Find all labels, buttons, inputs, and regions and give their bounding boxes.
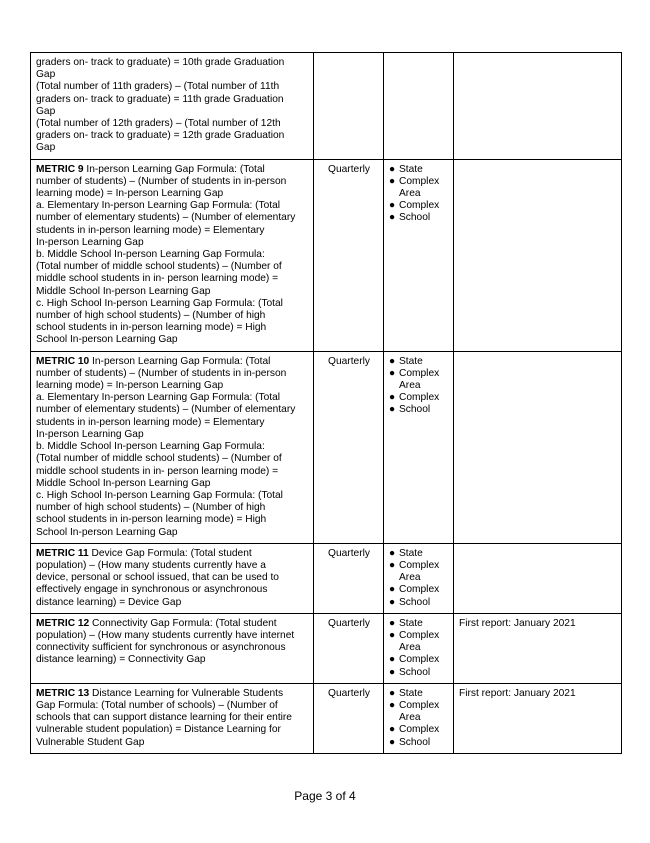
metrics-table (30, 52, 622, 754)
formula-line: graders on- track to graduate) = 10th grade Graduation (36, 57, 285, 68)
formula-line: number of elementary students) – (Number of elementary (36, 404, 296, 416)
level-label: Complex (399, 654, 440, 666)
bullet-icon: ● (389, 666, 396, 678)
formula-line: Vulnerable Student Gap (36, 736, 145, 748)
level-item (389, 654, 449, 666)
levels-cell (384, 683, 454, 753)
formula-cell (31, 543, 314, 613)
level-item (389, 688, 449, 700)
formula-line: (Total number of 12th graders) – (Total number of 12th (36, 118, 281, 130)
bullet-icon: ● (389, 163, 396, 175)
level-label: State (399, 687, 423, 699)
formula-line: School In-person Learning Gap (36, 526, 178, 538)
formula-line: Middle School In-person Learning Gap (36, 477, 211, 489)
bullet-icon: ● (389, 596, 396, 608)
formula-cell (31, 53, 314, 160)
formula-line: (Total number of middle school students) – (Number of (36, 261, 282, 273)
bullet-icon: ● (389, 392, 396, 404)
levels-list (389, 618, 449, 679)
level-label: State (399, 547, 423, 559)
level-item (389, 630, 449, 654)
level-item (389, 368, 449, 392)
formula-line (36, 164, 309, 176)
frequency-cell: Quarterly (314, 543, 384, 613)
levels-cell (384, 159, 454, 351)
formula-text: Distance Learning for Vulnerable Students (89, 687, 284, 699)
level-item (389, 200, 449, 212)
metric-label: METRIC 13 (36, 687, 90, 699)
frequency-cell: Quarterly (314, 683, 384, 753)
notes-cell (454, 351, 622, 543)
levels-list (389, 688, 449, 749)
formula-line: connectivity sufficient for synchronous or asynchronous (36, 642, 286, 654)
bullet-icon: ● (389, 200, 396, 212)
formula-line: number of students) – (Number of students in in-person (36, 175, 287, 187)
metric-label: METRIC 11 (36, 547, 89, 559)
level-item (389, 667, 449, 679)
notes-cell: First report: January 2021 (454, 683, 622, 753)
formula-line: number of high school students) – (Number of high (36, 502, 266, 514)
level-label: State (399, 355, 423, 367)
formula-line: In-person Learning Gap (36, 428, 144, 440)
formula-line: (Total number of 11th graders) – (Total number of 11th (36, 81, 280, 93)
table-row (31, 543, 622, 613)
level-label: School (399, 596, 431, 608)
formula-line: number of elementary students) – (Number of elementary (36, 212, 296, 224)
formula-text: Connectivity Gap Formula: (Total student (89, 617, 277, 629)
formula-line: vulnerable student population) = Distance Learning for (36, 724, 281, 736)
formula-line: distance learning) = Connectivity Gap (36, 654, 206, 666)
table-row (31, 351, 622, 543)
levels-list (389, 356, 449, 417)
formula-line: School In-person Learning Gap (36, 334, 178, 346)
bullet-icon: ● (389, 699, 396, 711)
level-item (389, 164, 449, 176)
levels-list (389, 548, 449, 609)
formula-line: b. Middle School In-person Learning Gap Formula: (36, 249, 265, 261)
formula-line: school students in in-person learning mode) = High (36, 514, 267, 526)
formula-line: number of high school students) – (Number of high (36, 310, 266, 322)
formula-line: (Total number of middle school students) – (Number of (36, 453, 282, 465)
formula-line: schools that can support distance learning for their entire (36, 712, 292, 724)
level-item (389, 724, 449, 736)
bullet-icon: ● (389, 175, 396, 187)
notes-cell: First report: January 2021 (454, 613, 622, 683)
level-label: State (399, 163, 423, 175)
bullet-icon: ● (389, 629, 396, 641)
bullet-icon: ● (389, 212, 396, 224)
level-item (389, 548, 449, 560)
bullet-icon: ● (389, 547, 396, 559)
levels-cell (384, 53, 454, 160)
formula-line: graders on- track to graduate) = 11th grade Graduation (36, 93, 284, 105)
formula-line: a. Elementary In-person Learning Gap Formula: (Total (36, 200, 281, 212)
formula-line: students in in-person learning mode) = Elementary (36, 224, 265, 236)
formula-line: In-person Learning Gap (36, 236, 144, 248)
formula-line: population) – (How many students currently have a (36, 559, 266, 571)
level-label: Complex (399, 200, 440, 212)
level-label: Complex Area (399, 559, 440, 584)
level-label: Complex (399, 584, 440, 596)
formula-cell (31, 683, 314, 753)
formula-line: a. Elementary In-person Learning Gap Formula: (Total (36, 392, 281, 404)
bullet-icon: ● (389, 687, 396, 699)
formula-line: middle school students in in- person learning mode) = (36, 273, 279, 285)
formula-line: effectively engage in synchronous or asynchronous (36, 584, 268, 596)
level-item (389, 404, 449, 416)
formula-line: middle school students in in- person learning mode) = (36, 465, 279, 477)
frequency-cell: Quarterly (314, 351, 384, 543)
notes-cell (454, 53, 622, 160)
formula-line: number of students) – (Number of students in in-person (36, 367, 287, 379)
formula-line: Middle School In-person Learning Gap (36, 285, 211, 297)
formula-line: distance learning) = Device Gap (36, 596, 182, 608)
formula-text: In-person Learning Gap Formula: (Total (89, 355, 271, 367)
level-item (389, 584, 449, 596)
page-number: Page 3 of 4 (294, 789, 356, 803)
levels-cell (384, 543, 454, 613)
formula-line: learning mode) = In-person Learning Gap (36, 380, 224, 392)
frequency-cell (314, 53, 384, 160)
notes-cell (454, 543, 622, 613)
levels-cell (384, 351, 454, 543)
bullet-icon: ● (389, 736, 396, 748)
level-item (389, 356, 449, 368)
level-label: Complex Area (399, 175, 440, 200)
formula-line: c. High School In-person Learning Gap Formula: (Total (36, 297, 283, 309)
level-label: School (399, 212, 431, 224)
bullet-icon: ● (389, 654, 396, 666)
level-item (389, 597, 449, 609)
formula-line: population) – (How many students currently have internet (36, 629, 295, 641)
formula-line (36, 548, 309, 560)
formula-cell (31, 159, 314, 351)
table-row (31, 53, 622, 160)
level-label: Complex Area (399, 367, 440, 392)
metrics-table-body (31, 53, 622, 754)
formula-line: school students in in-person learning mode) = High (36, 322, 267, 334)
frequency-cell: Quarterly (314, 159, 384, 351)
formula-text: Device Gap Formula: (Total student (88, 547, 252, 559)
formula-line: learning mode) = In-person Learning Gap (36, 188, 224, 200)
level-label: School (399, 404, 431, 416)
level-label: School (399, 666, 431, 678)
formula-line: c. High School In-person Learning Gap Formula: (Total (36, 489, 283, 501)
bullet-icon: ● (389, 584, 396, 596)
bullet-icon: ● (389, 724, 396, 736)
levels-list (389, 164, 449, 225)
level-item (389, 212, 449, 224)
metric-label: METRIC 9 (36, 163, 84, 175)
table-row (31, 613, 622, 683)
formula-line: Gap (36, 142, 56, 154)
level-label: Complex Area (399, 629, 440, 654)
level-item (389, 737, 449, 749)
formula-line (36, 356, 309, 368)
level-item (389, 618, 449, 630)
formula-line: b. Middle School In-person Learning Gap Formula: (36, 441, 265, 453)
formula-text: In-person Learning Gap Formula: (Total (83, 163, 265, 175)
formula-cell (31, 351, 314, 543)
formula-line (36, 618, 309, 630)
metric-label: METRIC 12 (36, 617, 90, 629)
levels-cell (384, 613, 454, 683)
bullet-icon: ● (389, 355, 396, 367)
level-label: Complex (399, 724, 440, 736)
formula-line (36, 688, 309, 700)
formula-line: Gap Formula: (Total number of schools) – (Number of (36, 699, 278, 711)
level-item (389, 176, 449, 200)
formula-line: Gap (36, 105, 56, 117)
level-label: Complex Area (399, 699, 440, 724)
level-item (389, 700, 449, 724)
level-item (389, 392, 449, 404)
frequency-cell: Quarterly (314, 613, 384, 683)
formula-line: graders on- track to graduate) = 12th grade Graduation (36, 130, 285, 142)
table-row (31, 159, 622, 351)
formula-cell (31, 613, 314, 683)
level-label: School (399, 736, 431, 748)
level-label: State (399, 617, 423, 629)
bullet-icon: ● (389, 367, 396, 379)
bullet-icon: ● (389, 404, 396, 416)
metric-label: METRIC 10 (36, 355, 90, 367)
bullet-icon: ● (389, 617, 396, 629)
bullet-icon: ● (389, 559, 396, 571)
notes-cell (454, 159, 622, 351)
formula-line: Gap (36, 69, 56, 81)
level-item (389, 560, 449, 584)
level-label: Complex (399, 392, 440, 404)
table-row (31, 683, 622, 753)
formula-line: students in in-person learning mode) = Elementary (36, 416, 265, 428)
formula-line: device, personal or school issued, that can be used to (36, 572, 279, 584)
